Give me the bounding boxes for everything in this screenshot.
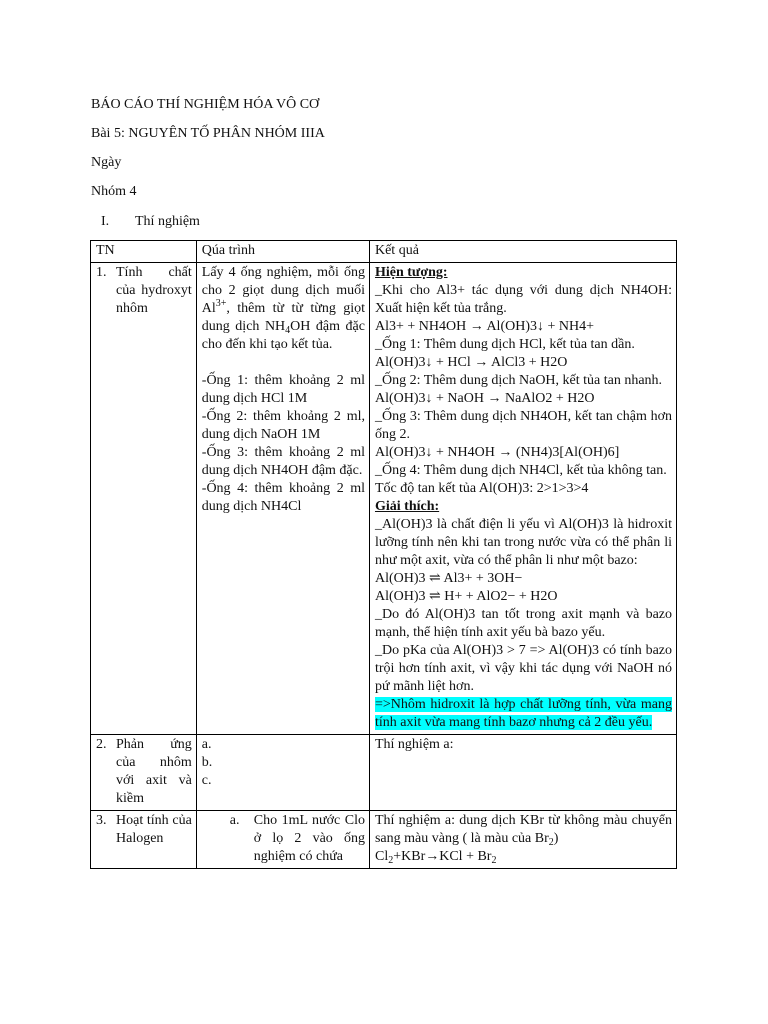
process-item: a.	[201, 737, 212, 752]
section-title: Thí nghiệm	[135, 214, 200, 229]
process-step: -Ống 2: thêm khoảng 2 ml, dung dịch NaOH 1M	[201, 409, 365, 442]
equation-line: Al(OH)3↓ + HCl → AlCl3 + H2O	[374, 355, 568, 370]
experiment-table	[90, 240, 677, 869]
group-label: Nhóm 4	[91, 184, 137, 199]
header-result: Kết quả	[369, 241, 676, 263]
subscript: 2	[491, 855, 497, 866]
process-intro-text: , thêm từ từ từng giọt dung dịch NH	[201, 301, 365, 334]
process-cell	[196, 263, 369, 735]
process-item: b.	[201, 755, 213, 770]
equation-text: Cl	[374, 849, 389, 864]
phenomenon-heading: Hiện tượng:	[374, 265, 448, 280]
tn-name: Hoạt tính của Halogen	[116, 813, 192, 846]
result-line: Thí nghiệm a:	[374, 737, 454, 752]
result-text: )	[553, 831, 559, 846]
process-item-label: a.	[229, 813, 240, 828]
result-line: _Ống 2: Thêm dung dịch NaOH, kết tủa tan nhanh.	[374, 373, 663, 388]
process-item-text: Cho 1mL nước Clo ở lọ 2 vào ống nghiệm có chứa	[253, 813, 365, 864]
tn-number: 2.	[96, 737, 107, 752]
report-title: BÁO CÁO THÍ NGHIỆM HÓA VÔ CƠ	[91, 97, 320, 112]
tn-name: Phản ứng của nhôm với axit và kiềm	[116, 737, 192, 806]
process-intro	[202, 264, 365, 354]
result-line: _Khi cho Al3+ tác dụng với dung dịch NH4OH: Xuất hiện kết tủa trắng.	[374, 283, 672, 316]
header-process: Qúa trình	[196, 241, 369, 263]
tn-cell	[91, 735, 197, 811]
subscript: 2	[548, 837, 554, 848]
tn-number: 1.	[96, 265, 107, 280]
equation-line: Al(OH)3 ⇌ H+ + AlO2− + H2O	[374, 589, 558, 604]
process-cell	[196, 735, 369, 811]
result-line: _Ống 3: Thêm dung dịch NH4OH, kết tan chậm hơn ống 2.	[374, 409, 672, 442]
tn-number: 3.	[96, 813, 107, 828]
result-line: _Ống 4: Thêm dung dịch NH4Cl, kết tủa không tan.	[374, 463, 667, 478]
result-text: Thí nghiệm a: dung dịch KBr từ không màu chuyển sang màu vàng ( là màu của Br	[374, 813, 672, 846]
result-cell	[369, 263, 676, 735]
process-step: -Ống 4: thêm khoảng 2 ml dung dịch NH4Cl	[201, 481, 365, 514]
table-row	[91, 811, 677, 869]
process-cell	[196, 811, 369, 869]
date-label: Ngày	[91, 155, 122, 170]
superscript: 3+	[215, 298, 227, 309]
section-number: I.	[101, 214, 110, 229]
equation-line: Al3+ + NH4OH → Al(OH)3↓ + NH4+	[374, 319, 595, 334]
equation-line: Al(OH)3↓ + NaOH → NaAlO2 + H2O	[374, 391, 595, 406]
explanation-line: _Do đó Al(OH)3 tan tốt trong axit mạnh và bazo mạnh, thể hiện tính axit yếu bà bazo yếu.	[374, 607, 672, 640]
equation-line	[375, 848, 672, 866]
table-header-row	[91, 241, 677, 263]
explanation-line: _Al(OH)3 là chất điện li yếu vì Al(OH)3 là hidroxit lưỡng tính nên khi tan trong nước vừa có thể phân li như một axit, vừa có thể phân li như một bazo:	[374, 517, 672, 568]
table-row	[91, 263, 677, 735]
process-step: -Ống 3: thêm khoảng 2 ml dung dịch NH4OH đậm đặc.	[201, 445, 365, 478]
subscript: 2	[388, 855, 394, 866]
lesson-title: Bài 5: NGUYÊN TỐ PHÂN NHÓM IIIA	[91, 126, 325, 141]
equation-line: Al(OH)3↓ + NH4OH → (NH4)3[Al(OH)6]	[374, 445, 620, 460]
header-tn: TN	[91, 241, 197, 263]
process-item: c.	[201, 773, 212, 788]
explanation-heading: Giải thích:	[374, 499, 440, 514]
result-cell	[369, 811, 676, 869]
highlighted-conclusion: =>Nhôm hidroxit là hợp chất lưỡng tính, vừa mang tính axit vừa mang tính bazơ nhưng cả 2 đều yếu.	[374, 697, 672, 730]
conclusion-line	[375, 696, 672, 732]
equation-line: Al(OH)3 ⇌ Al3+ + 3OH−	[374, 571, 523, 586]
subscript: 4	[285, 325, 291, 336]
tn-cell	[91, 811, 197, 869]
tn-name: Tính chất của hydroxyt nhôm	[116, 265, 192, 316]
result-line: Tốc độ tan kết tủa Al(OH)3: 2>1>3>4	[374, 481, 589, 496]
explanation-line: _Do pKa của Al(OH)3 > 7 => Al(OH)3 có tính bazo trội hơn tính axit, vì vậy khi tác dụng với NaOH nó pứ mãnh liệt hơn.	[374, 643, 672, 694]
section-heading	[101, 213, 200, 231]
equation-text: +KBr→KCl + Br	[393, 849, 492, 864]
tn-cell	[91, 263, 197, 735]
result-line	[375, 812, 672, 848]
process-intro-text: Lấy 4 ống nghiệm, mỗi ống cho 2 giọt dung dịch muối Al	[201, 265, 365, 316]
process-intro-text: OH đậm đặc cho đến khi tạo kết tủa.	[201, 319, 365, 352]
table-row	[91, 735, 677, 811]
result-line: _Ống 1: Thêm dung dịch HCl, kết tủa tan dần.	[374, 337, 635, 352]
result-cell	[369, 735, 676, 811]
process-step: -Ống 1: thêm khoảng 2 ml dung dịch HCl 1M	[201, 373, 365, 406]
